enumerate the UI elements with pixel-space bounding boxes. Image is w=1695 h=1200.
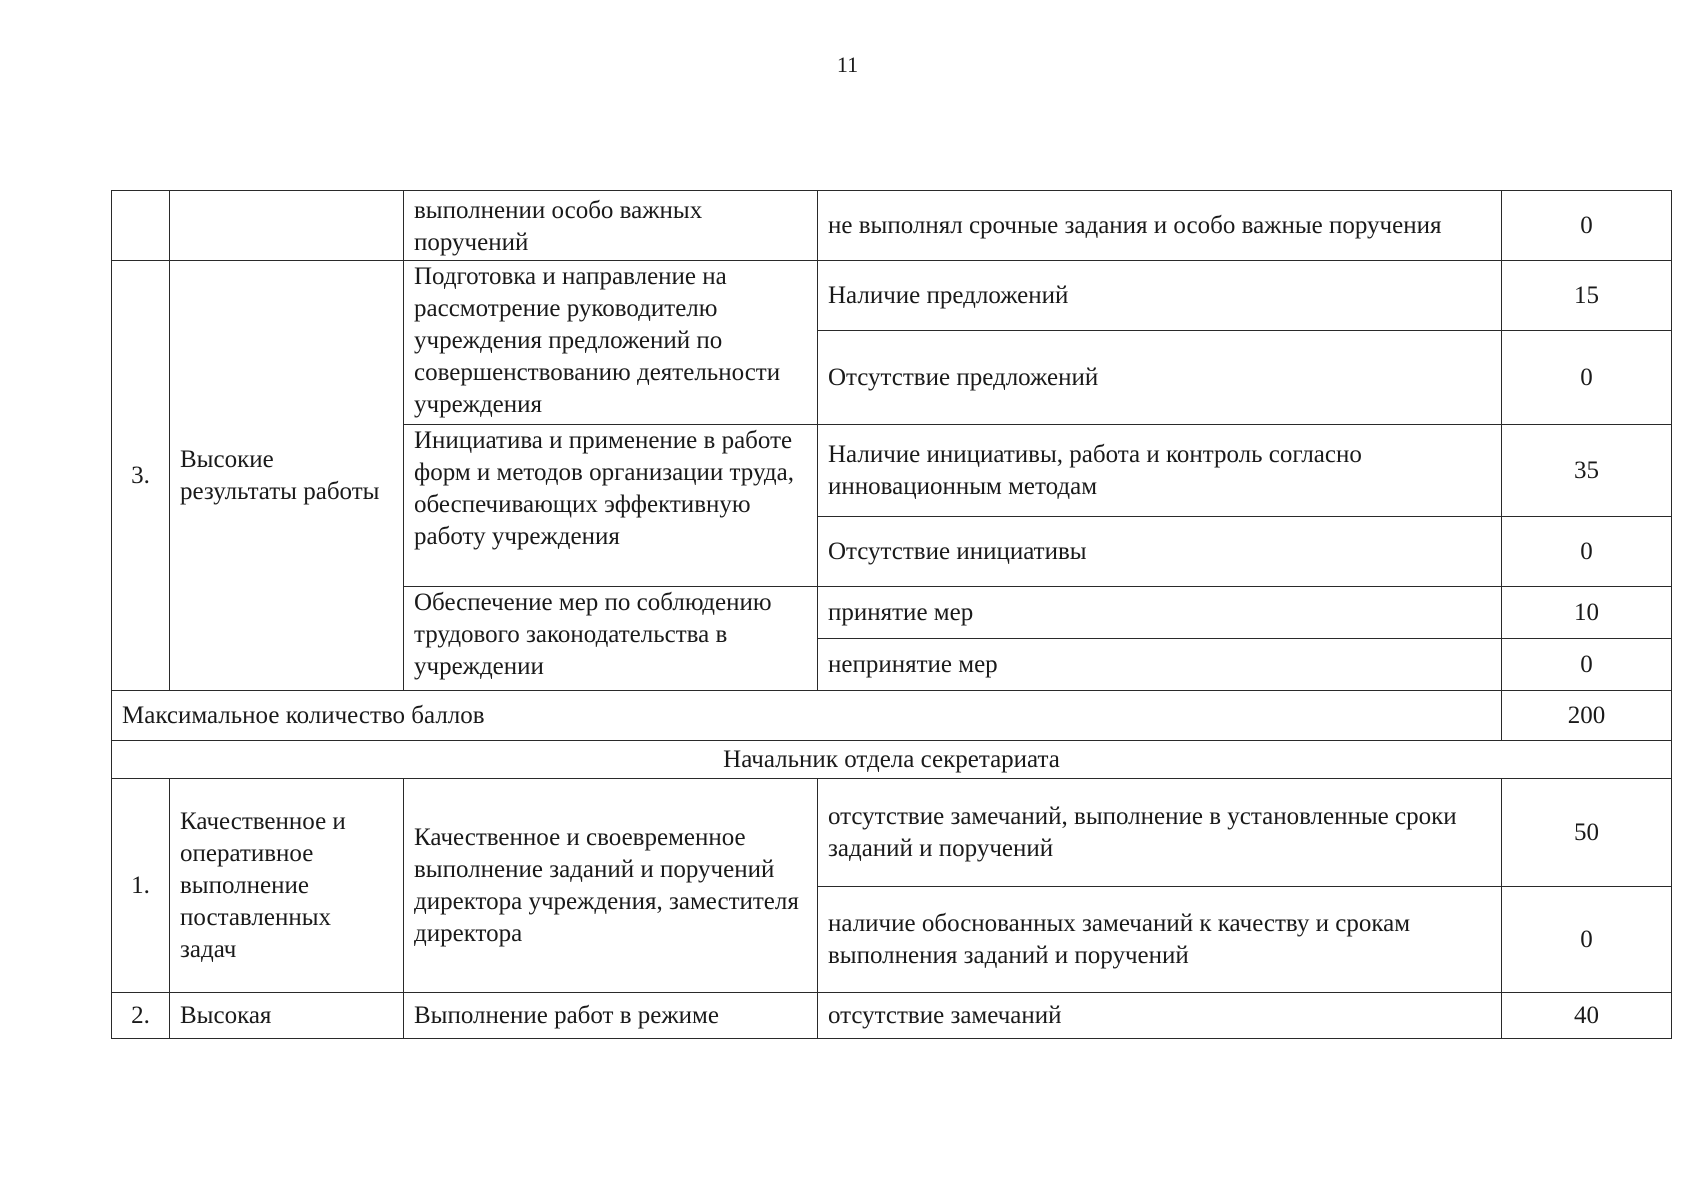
criterion-name-cell: Высокая (170, 993, 404, 1039)
table-row (112, 261, 1672, 331)
criterion-name-cell (170, 191, 404, 261)
evaluation-criterion-cell: принятие мер (818, 587, 1502, 639)
evaluation-criterion-cell: не выполнял срочные задания и особо важные поручения (818, 191, 1502, 261)
row-number-cell: 2. (112, 993, 170, 1039)
score-cell: 50 (1502, 779, 1672, 887)
total-row (112, 691, 1672, 741)
evaluation-criterion-cell: наличие обоснованных замечаний к качеству и срокам выполнения заданий и поручений (818, 887, 1502, 993)
total-score-cell: 200 (1502, 691, 1672, 741)
table-row (112, 191, 1672, 261)
score-cell: 0 (1502, 639, 1672, 691)
section-header-row (112, 741, 1672, 779)
score-cell: 40 (1502, 993, 1672, 1039)
evaluation-table (111, 190, 1672, 1039)
score-cell: 0 (1502, 517, 1672, 587)
indicator-cell: Обеспечение мер по соблюдению трудового законодательства в учреждении (404, 587, 818, 691)
criterion-name-cell: Качественное и оперативное выполнение поставленных задач (170, 779, 404, 993)
row-number-cell: 1. (112, 779, 170, 993)
score-cell: 0 (1502, 191, 1672, 261)
evaluation-criterion-cell: непринятие мер (818, 639, 1502, 691)
score-cell: 0 (1502, 887, 1672, 993)
indicator-cell: Инициатива и применение в работе форм и методов организации труда, обеспечивающих эффективную работу учреждения (404, 425, 818, 587)
section-title: Начальник отдела секретариата (112, 741, 1672, 779)
score-cell: 10 (1502, 587, 1672, 639)
indicator-cell: выполнении особо важных поручений (404, 191, 818, 261)
table-row (112, 779, 1672, 887)
table-row (112, 993, 1672, 1039)
indicator-cell: Подготовка и направление на рассмотрение руководителю учреждения предложений по совершенствованию деятельности учреждения (404, 261, 818, 425)
indicator-cell: Выполнение работ в режиме (404, 993, 818, 1039)
evaluation-criterion-cell: Наличие инициативы, работа и контроль согласно инновационным методам (818, 425, 1502, 517)
score-cell: 0 (1502, 331, 1672, 425)
page-number: 11 (836, 52, 859, 77)
evaluation-criterion-cell: Отсутствие инициативы (818, 517, 1502, 587)
row-number-cell (112, 191, 170, 261)
score-cell: 35 (1502, 425, 1672, 517)
criterion-name-cell: Высокие результаты работы (170, 261, 404, 691)
row-number-cell: 3. (112, 261, 170, 691)
evaluation-criterion-cell: Отсутствие предложений (818, 331, 1502, 425)
evaluation-criterion-cell: отсутствие замечаний, выполнение в установленные сроки заданий и поручений (818, 779, 1502, 887)
indicator-cell: Качественное и своевременное выполнение заданий и поручений директора учреждения, заместителя директора (404, 779, 818, 993)
evaluation-criterion-cell: Наличие предложений (818, 261, 1502, 331)
score-cell: 15 (1502, 261, 1672, 331)
total-label-cell: Максимальное количество баллов (112, 691, 1502, 741)
evaluation-criterion-cell: отсутствие замечаний (818, 993, 1502, 1039)
